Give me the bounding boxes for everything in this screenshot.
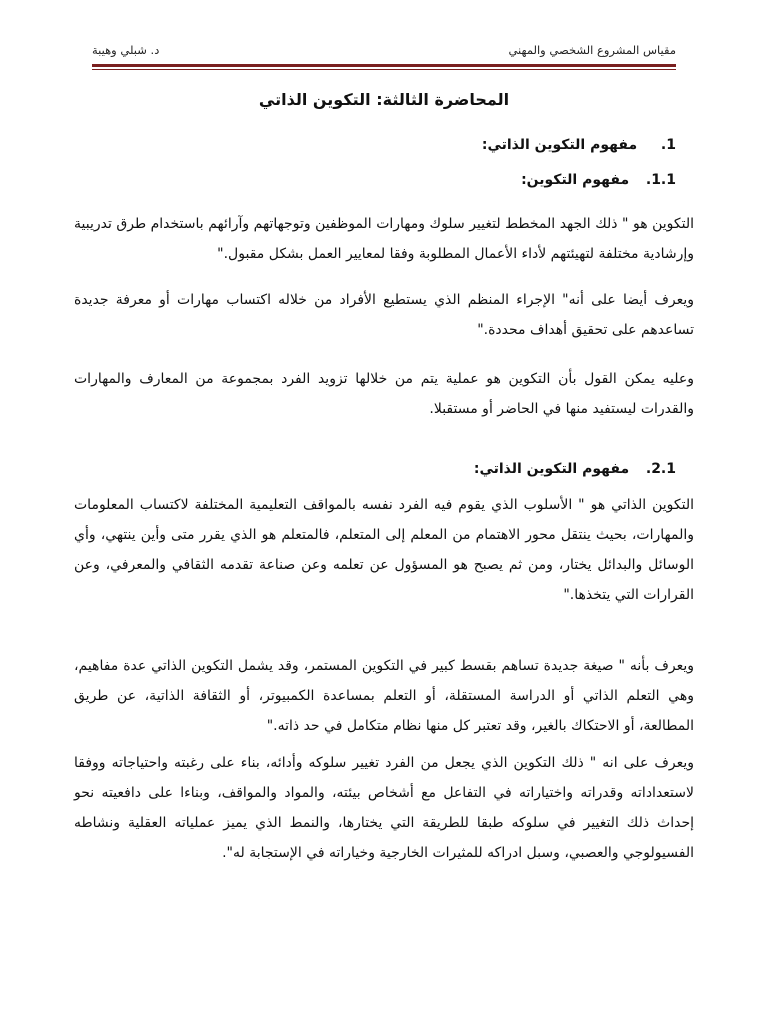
paragraph-2	[74, 285, 694, 345]
header-rule-thick	[92, 64, 676, 67]
section-2-1-number: 2.1.	[645, 461, 676, 477]
paragraph-5-text: ويعرف بأنه " صيغة جديدة تساهم بقسط كبير في التكوين المستمر، وقد يشمل التكوين الذاتي عدة مفاهيم، وهي التعلم الذاتي أو الدراسة المستقلة، أو التعلم بمساعدة الكمبيوتر، أو الثقافة الذاتية، عن طريق المطالعة، أو الاحتكاك بالغير، وقد تعتبر كل منها نظام متكامل في حد ذاته."	[74, 658, 694, 734]
paragraph-6	[74, 748, 694, 868]
paragraph-3-text: وعليه يمكن القول بأن التكوين هو عملية يتم من خلالها تزويد الفرد بمجموعة من المعارف والمهارات والقدرات ليستفيد منها في الحاضر أو مستقبلا.	[74, 371, 694, 417]
paragraph-2-text: ويعرف أيضا على أنه" الإجراء المنظم الذي يستطيع الأفراد من خلاله اكتساب مهارات أو معرفة جديدة تساعدهم على تحقيق أهداف محددة."	[74, 292, 694, 338]
page-header	[92, 38, 676, 62]
paragraph-5	[74, 651, 694, 741]
section-1-label: مفهوم التكوين الذاتي:	[481, 137, 638, 153]
header-rule-thin	[92, 69, 676, 70]
lecture-title: المحاضرة الثالثة: التكوين الذاتي	[258, 90, 510, 109]
section-1-heading	[482, 137, 676, 153]
paragraph-1-text: التكوين هو " ذلك الجهد المخطط لتغيير سلوك ومهارات الموظفين وتوجهاتهم وآرائهم باستخدام طرق تدريبية وإرشادية مختلفة لتهيئتهم لأداء الأعمال المطلوبة وفقا لمعايير العمل بشكل مقبول."	[74, 216, 694, 262]
section-2-1-label: مفهوم التكوين الذاتي:	[473, 461, 630, 477]
section-1-1-number: 1.1.	[645, 172, 676, 188]
header-course: مقياس المشروع الشخصي والمهني	[508, 43, 676, 57]
paragraph-4-text: التكوين الذاتي هو " الأسلوب الذي يقوم فيه الفرد نفسه بالمواقف التعليمية المختلفة لاكتساب المعلومات والمهارات، بحيث ينتقل محور الاهتمام من المعلم إلى المتعلم، فالمتعلم هو الذي يقرر متى وأين ينتهي، وأي الوسائل والبدائل يختار، ومن ثم يصبح هو المسؤول عن تعلمه وعن صناعة تقدمه الثقافي والمعرفي، وعن القرارات التي يتخذها."	[74, 497, 694, 603]
header-author: د. شبلي وهيبة	[92, 43, 160, 57]
paragraph-3	[74, 364, 694, 424]
paragraph-6-text: ويعرف على انه " ذلك التكوين الذي يجعل من الفرد تغيير سلوكه وأدائه، بناء على رغبته واحتياجاته ووفقا لاستعداداته وقدراته واختياراته في التفاعل مع أشخاص بيئته، والمواد والمواقف، وبناءا على دافعيته نحو إحداث ذلك التغيير في سلوكه طبقا للطريقة التي يختارها، والنمط الذي يميز عملياته العقلية ونشاطه الفسيولوجي والعصبي، وسبل ادراكه للمثيرات الخارجية وخياراته في الإستجابة له".	[74, 755, 694, 861]
section-1-1-label: مفهوم التكوين:	[521, 172, 630, 188]
paragraph-1	[74, 209, 694, 269]
paragraph-4	[74, 490, 694, 610]
section-1-number: 1.	[660, 137, 676, 153]
section-2-1-heading	[474, 461, 676, 477]
section-1-1-heading	[521, 172, 676, 188]
